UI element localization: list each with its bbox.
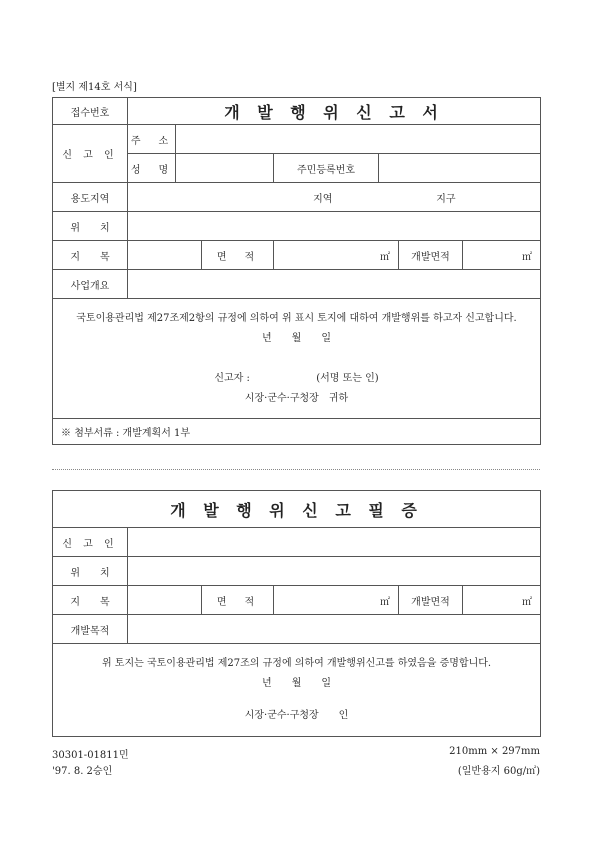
cert-purpose-field[interactable]: [128, 615, 541, 644]
project-summary-label: 사업개요: [53, 270, 128, 299]
area-unit: ㎡: [380, 251, 390, 263]
cert-area-field[interactable]: [274, 586, 399, 615]
receipt-number-label: 접수번호: [53, 98, 128, 125]
area-field[interactable]: [274, 241, 399, 270]
paper-size: 210mm × 297mm: [449, 746, 540, 757]
land-category-field[interactable]: [128, 241, 202, 270]
area-label: 면 적: [202, 241, 274, 270]
certificate-statement: 위 토지는 국토이용관리법 제27조의 규정에 의하여 개발행위신고를 하였음을 증명합니다.: [101, 658, 492, 669]
cert-purpose-label: 개발목적: [53, 615, 128, 644]
certificate-statement-box: [53, 644, 541, 737]
certificate-form: [52, 490, 541, 737]
form-code: 30301-01811민: [52, 750, 129, 761]
report-statement-box: [53, 299, 541, 419]
cert-location-label: 위 치: [53, 557, 128, 586]
certificate-issuer: 시장·군수·구청장 인: [244, 710, 349, 721]
certificate-title: 개 발 행 위 신 고 필 증: [53, 491, 541, 528]
cert-land-category-field[interactable]: [128, 586, 202, 615]
report-title: 개 발 행 위 신 고 서: [128, 98, 541, 125]
cert-dev-area-label: 개발면적: [399, 586, 463, 615]
attachment-text: 첨부서류 : 개발계획서 1부: [74, 428, 191, 439]
attachment-row: [53, 419, 541, 445]
applicant-label: 신 고 인: [53, 125, 128, 183]
name-label: 성 명: [128, 154, 176, 183]
cert-location-field[interactable]: [128, 557, 541, 586]
report-statement: 국토이용관리법 제27조제2항의 규정에 의하여 위 표시 토지에 대하여 개발행위를 하고자 신고합니다.: [76, 312, 517, 324]
cert-area-label: 면 적: [202, 586, 274, 615]
report-recipient: 시장·군수·구청장 귀하: [244, 392, 349, 404]
cert-applicant-label: 신 고 인: [53, 528, 128, 557]
cut-line: [52, 469, 540, 470]
dev-area-unit: ㎡: [522, 251, 532, 263]
location-label: 위 치: [53, 212, 128, 241]
note-mark: ※: [61, 428, 71, 439]
location-field[interactable]: [128, 212, 541, 241]
name-field[interactable]: [176, 154, 274, 183]
form-reference: [별지 제14호 서식]: [52, 82, 137, 93]
zone-area-text: 지역: [313, 193, 333, 205]
cert-applicant-field[interactable]: [128, 528, 541, 557]
cert-dev-area-field[interactable]: [463, 586, 541, 615]
zone-label: 용도지역: [53, 183, 128, 212]
zone-district-text: 지구: [436, 193, 456, 205]
address-label: 주 소: [128, 125, 176, 154]
paper-spec: (일반용지 60g/㎡): [457, 766, 540, 777]
land-category-label: 지 목: [53, 241, 128, 270]
dev-area-label: 개발면적: [399, 241, 463, 270]
signer-label: 신고자 :: [214, 372, 250, 384]
cert-area-unit: ㎡: [380, 596, 390, 608]
address-field[interactable]: [176, 125, 541, 154]
resident-number-label: 주민등록번호: [274, 154, 379, 183]
certificate-date[interactable]: 년 월 일: [262, 678, 332, 689]
dev-area-field[interactable]: [463, 241, 541, 270]
cert-land-category-label: 지 목: [53, 586, 128, 615]
project-summary-field[interactable]: [128, 270, 541, 299]
report-date[interactable]: 년 월 일: [262, 332, 331, 344]
signer-note: (서명 또는 인): [316, 372, 379, 384]
report-form: [52, 97, 541, 445]
cert-dev-area-unit: ㎡: [522, 596, 533, 608]
approval-date: '97. 8. 2승인: [52, 766, 113, 777]
resident-number-field[interactable]: [379, 154, 541, 183]
zone-field[interactable]: [128, 183, 541, 212]
